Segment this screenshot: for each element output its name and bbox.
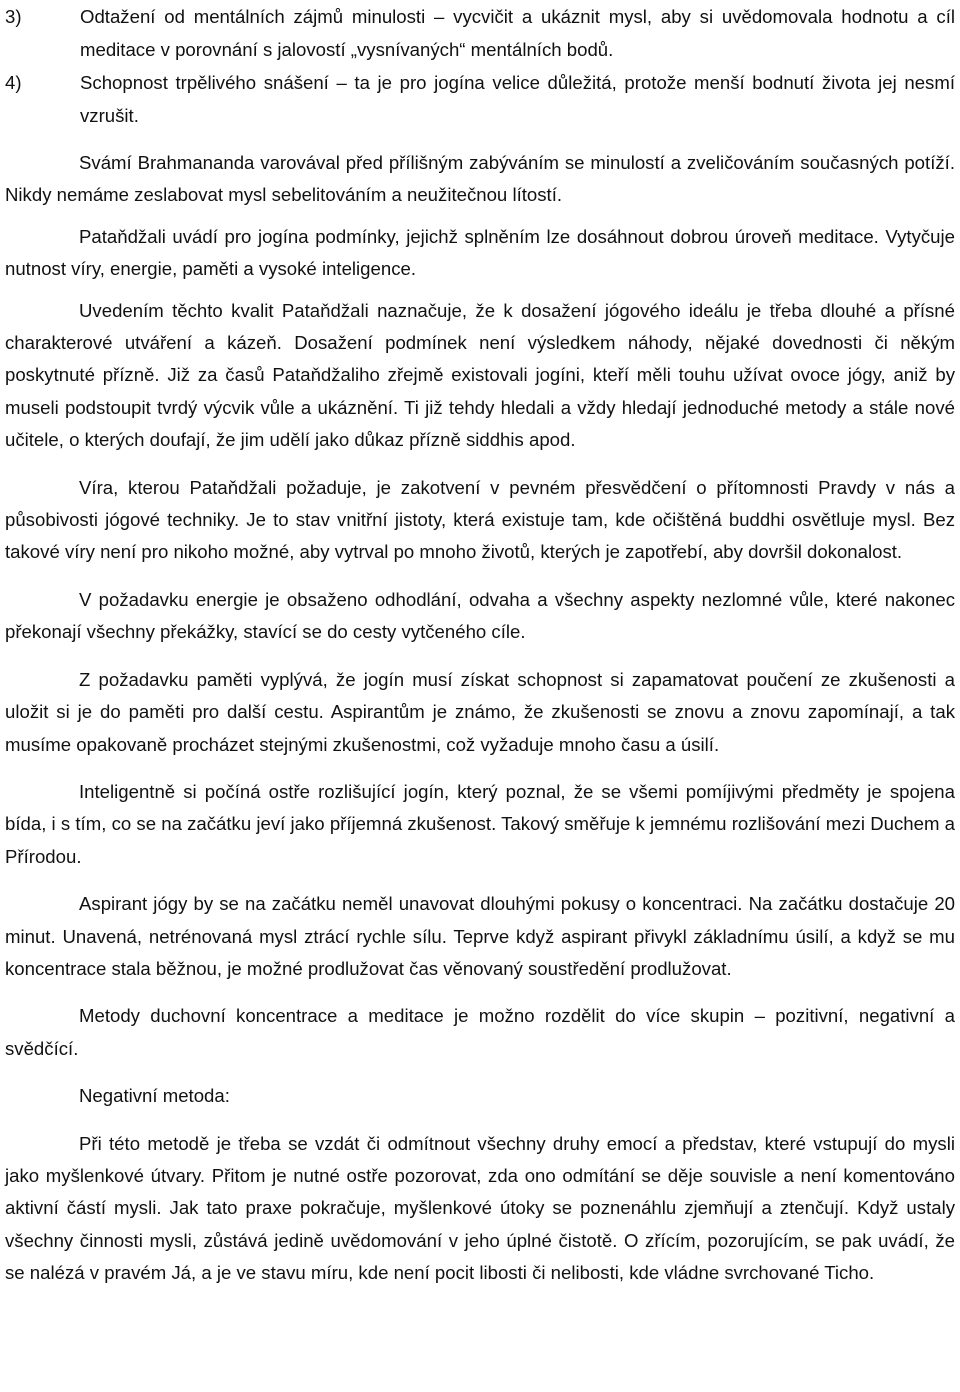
paragraph: Inteligentně si počíná ostře rozlišující jogín, který poznal, že se všemi pomíjivými předměty je spojena bída, i s tím, co se na začátku jeví jako příjemná zkušenost. Takový směřuje k jemnému rozlišování mezi Duchem a Přírodou. bbox=[5, 780, 955, 867]
paragraph: Při této metodě je třeba se vzdát či odmítnout všechny druhy emocí a představ, které vstupují do mysli jako myšlenkové útvary. Přitom je nutné ostře pozorovat, zda ono odmítání se děje souvisle a není komentováno aktivní částí mysli. Jak tato praxe pokračuje, myšlenkové útoky se poznenáhlu zjemňují a ztenčují. Když ustaly všechny činnosti mysli, zůstává jedině uvědomování v jeho úplné čistotě. O zřícím, pozorujícím, se pak uvádí, že se nalézá v pravém Já, a je ve stavu míru, kde není pocit libosti či nelibosti, kde vládne svrchované Ticho. bbox=[5, 1132, 955, 1284]
paragraph: Metody duchovní koncentrace a meditace je možno rozdělit do více skupin – pozitivní, negativní a svědčící. bbox=[5, 1005, 955, 1059]
list-item-number: 4) bbox=[5, 72, 22, 93]
paragraph: Uvedením těchto kvalit Pataňdžali naznačuje, že k dosažení jógového ideálu je třeba dlouhé a přísné charakterové utváření a kázeň. Dosažení podmínek není výsledkem náhody, nějaké dovednosti či někým poskytnuté přízně. Již za časů Pataňdžaliho zřejmě existovali jogíni, kteří měli touhu užívat ovoce jógy, aniž by museli podstoupit tvrdý výcvik vůle a ukáznění. Ti již tehdy hledali a vždy hledají jednoduché metody a stále nové učitele, o kterých doufají, že jim udělí jako důkaz přízně siddhis apod. bbox=[5, 299, 955, 451]
list-item-text: Schopnost trpělivého snášení – ta je pro jogína velice důležitá, protože menší bodnutí života jej nesmí vzrušit. bbox=[80, 72, 955, 126]
paragraph: Víra, kterou Pataňdžali požaduje, je zakotvení v pevném přesvědčení o přítomnosti Pravdy v nás a působivosti jógové techniky. Je to stav vnitřní jistoty, která existuje tam, kde očištěná buddhi osvětluje mysl. Bez takové víry není pro nikoho možné, aby vytrval po mnoho životů, kterých je zapotřebí, aby dovršil dokonalost. bbox=[5, 476, 955, 563]
list-item bbox=[5, 66, 955, 132]
section-heading: Negativní metoda: bbox=[79, 1085, 230, 1107]
list-item bbox=[5, 0, 955, 66]
paragraph: Aspirant jógy by se na začátku neměl unavovat dlouhými pokusy o koncentraci. Na začátku dostačuje 20 minut. Unavená, netrénovaná mysl ztrácí rychle sílu. Teprve když aspirant přivykl základnímu úsilí, a když se mu koncentrace stala běžnou, je možné prodlužovat čas věnovaný soustředění prodlužovat. bbox=[5, 893, 955, 979]
paragraph: Svámí Brahmananda varovával před přílišným zabýváním se minulostí a zveličováním současných potíží. Nikdy nemáme zeslabovat mysl sebelitováním a neužitečnou lítostí. bbox=[5, 152, 955, 206]
numbered-list bbox=[5, 0, 955, 132]
paragraph: V požadavku energie je obsaženo odhodlání, odvaha a všechny aspekty nezlomné vůle, které nakonec překonají všechny překážky, stavící se do cesty vytčeného cíle. bbox=[5, 588, 955, 643]
paragraph: Pataňdžali uvádí pro jogína podmínky, jejichž splněním lze dosáhnout dobrou úroveň meditace. Vytyčuje nutnost víry, energie, paměti a vysoké inteligence. bbox=[5, 225, 955, 280]
document-page bbox=[5, 0, 955, 1290]
list-item-number: 3) bbox=[5, 6, 22, 27]
paragraph: Z požadavku paměti vyplývá, že jogín musí získat schopnost si zapamatovat poučení ze zkušenosti a uložit si je do paměti pro další cestu. Aspirantům je známo, že zkušenosti se znovu a znovu zapomínají, a tak musíme opakovaně procházet stejnými zkušenostmi, což vyžaduje mnoho času a úsilí. bbox=[5, 668, 955, 755]
list-item-text: Odtažení od mentálních zájmů minulosti – vycvičit a ukáznit mysl, aby si uvědomovala hodnotu a cíl meditace v porovnání s jalovostí „vysnívaných“ mentálních bodů. bbox=[80, 6, 955, 60]
